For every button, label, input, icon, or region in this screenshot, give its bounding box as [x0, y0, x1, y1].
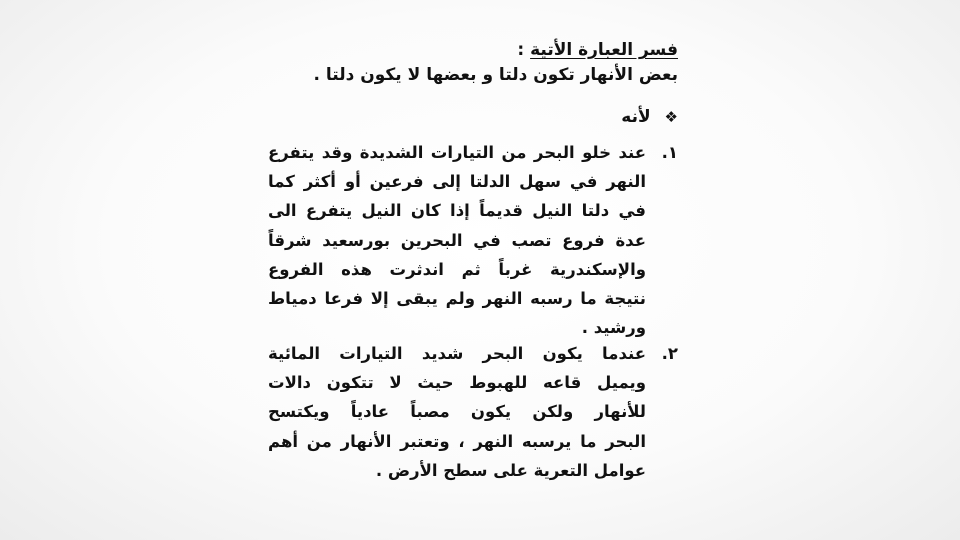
- question-heading: [258, 38, 678, 62]
- diamond-bullet-icon: ❖: [664, 108, 678, 126]
- answer-line: ويميل قاعه للهبوط حيث لا تتكون دالات: [268, 373, 646, 393]
- because-heading: [621, 104, 678, 130]
- answer-item-2: [268, 339, 678, 485]
- answer-item-1: [268, 138, 678, 342]
- question-heading-colon: :: [517, 40, 525, 60]
- answer-line: البحر ما يرسبه النهر ، وتعتبر الأنهار من أهم: [268, 431, 646, 451]
- answer-line: عند خلو البحر من التيارات الشديدة وقد يتفرع: [268, 143, 646, 162]
- answer-item-number: ١.: [661, 143, 678, 162]
- answer-line: عندما يكون البحر شديد التيارات المائية: [268, 344, 646, 363]
- answer-line: عوامل التعرية على سطح الأرض .: [375, 460, 646, 480]
- question-heading-text: فسر العبارة الأتية: [530, 40, 678, 60]
- title-block: [258, 38, 678, 88]
- answer-line: للأنهار ولكن يكون مصباً عادياً ويكتسح: [268, 402, 646, 422]
- answer-line: والإسكندرية غرباً ثم اندثرت هذه الفروع: [268, 259, 646, 279]
- answer-item-number: ٢.: [661, 344, 678, 363]
- answer-line: نتيجة ما رسبه النهر ولم يبقى إلا فرعا دمياط: [268, 289, 646, 309]
- because-label: لأنه: [621, 107, 651, 127]
- answer-line: عدة فروع تصب في البحرين بورسعيد شرقاً: [268, 230, 646, 250]
- answer-line: ورشيد .: [581, 318, 646, 338]
- answer-line: في دلتا النيل قديماً إذا كان النيل يتفرع الى: [268, 201, 646, 221]
- question-statement: بعض الأنهار تكون دلتا و بعضها لا يكون دلتا .: [313, 65, 678, 85]
- answer-line: النهر في سهل الدلتا إلى فرعين أو أكثر كما: [268, 172, 646, 192]
